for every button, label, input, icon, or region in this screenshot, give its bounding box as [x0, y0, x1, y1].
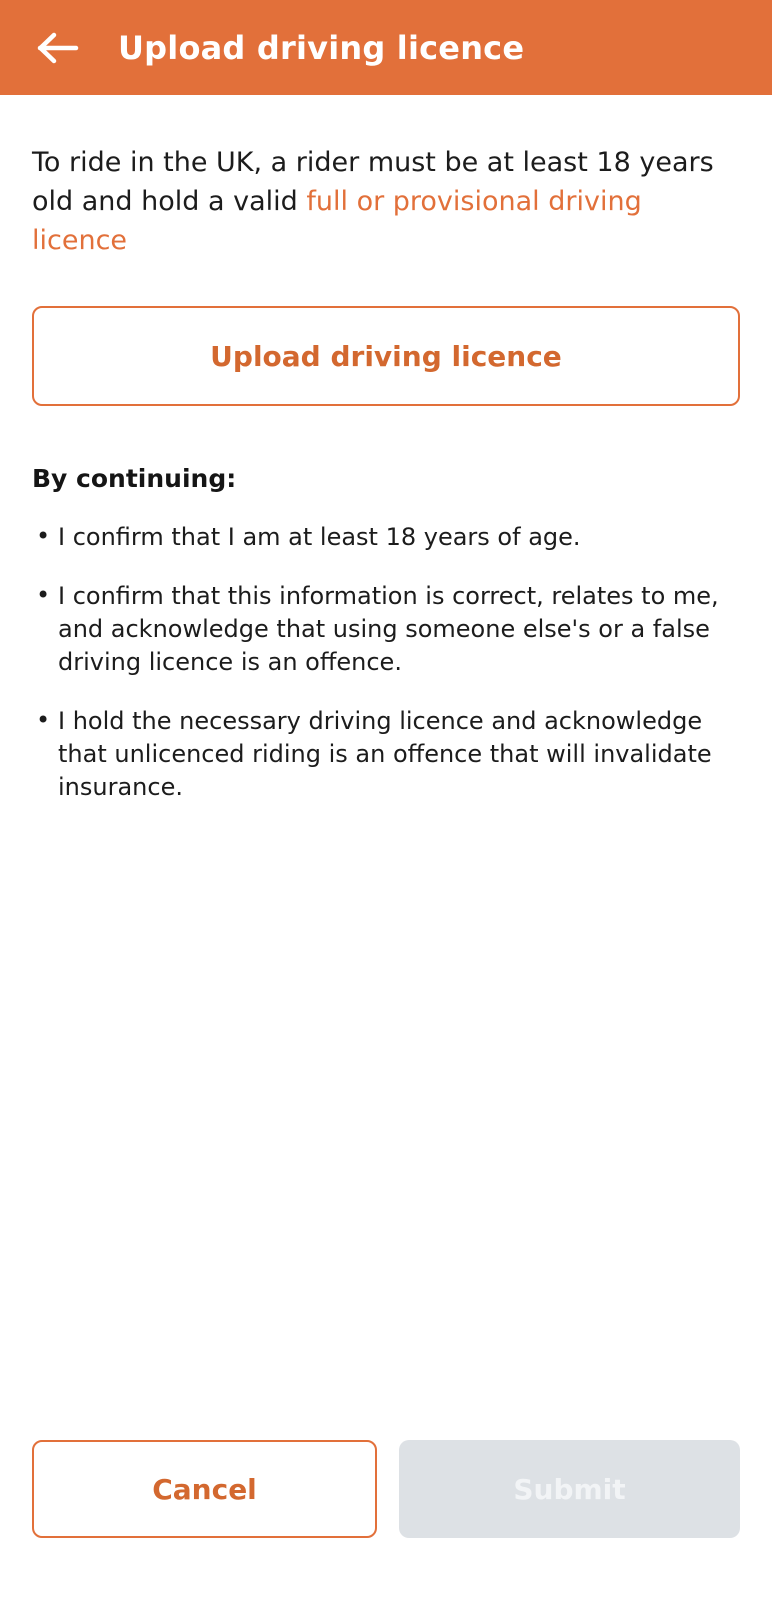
arrow-left-icon [37, 31, 79, 65]
list-item: • I hold the necessary driving licence and acknowledge that unlicenced riding is an offence that will invalidate insurance. [32, 705, 740, 804]
intro-text [32, 143, 740, 260]
upload-button-label: Upload driving licence [210, 339, 562, 373]
terms-list [32, 521, 740, 830]
back-button[interactable] [30, 20, 86, 76]
submit-button [399, 1440, 740, 1538]
driving-licence-link[interactable]: full or provisional driving licence [32, 186, 642, 256]
upload-driving-licence-button[interactable] [32, 306, 740, 406]
list-item: • I confirm that this information is correct, relates to me, and acknowledge that using someone else's or a false driving licence is an offence. [32, 580, 740, 679]
main-content [0, 95, 772, 1440]
intro-text-plain: To ride in the UK, a rider must be at least 18 years old and hold a valid [32, 147, 714, 217]
terms-heading: By continuing: [32, 464, 237, 493]
page-title: Upload driving licence [118, 28, 525, 67]
submit-button-label: Submit [513, 1472, 626, 1506]
content-spacer [32, 830, 740, 1440]
list-item: • I confirm that I am at least 18 years of age. [32, 521, 740, 554]
app-bar [0, 0, 772, 95]
cancel-button-label: Cancel [152, 1472, 257, 1506]
cancel-button[interactable] [32, 1440, 377, 1538]
footer-actions [0, 1440, 772, 1600]
